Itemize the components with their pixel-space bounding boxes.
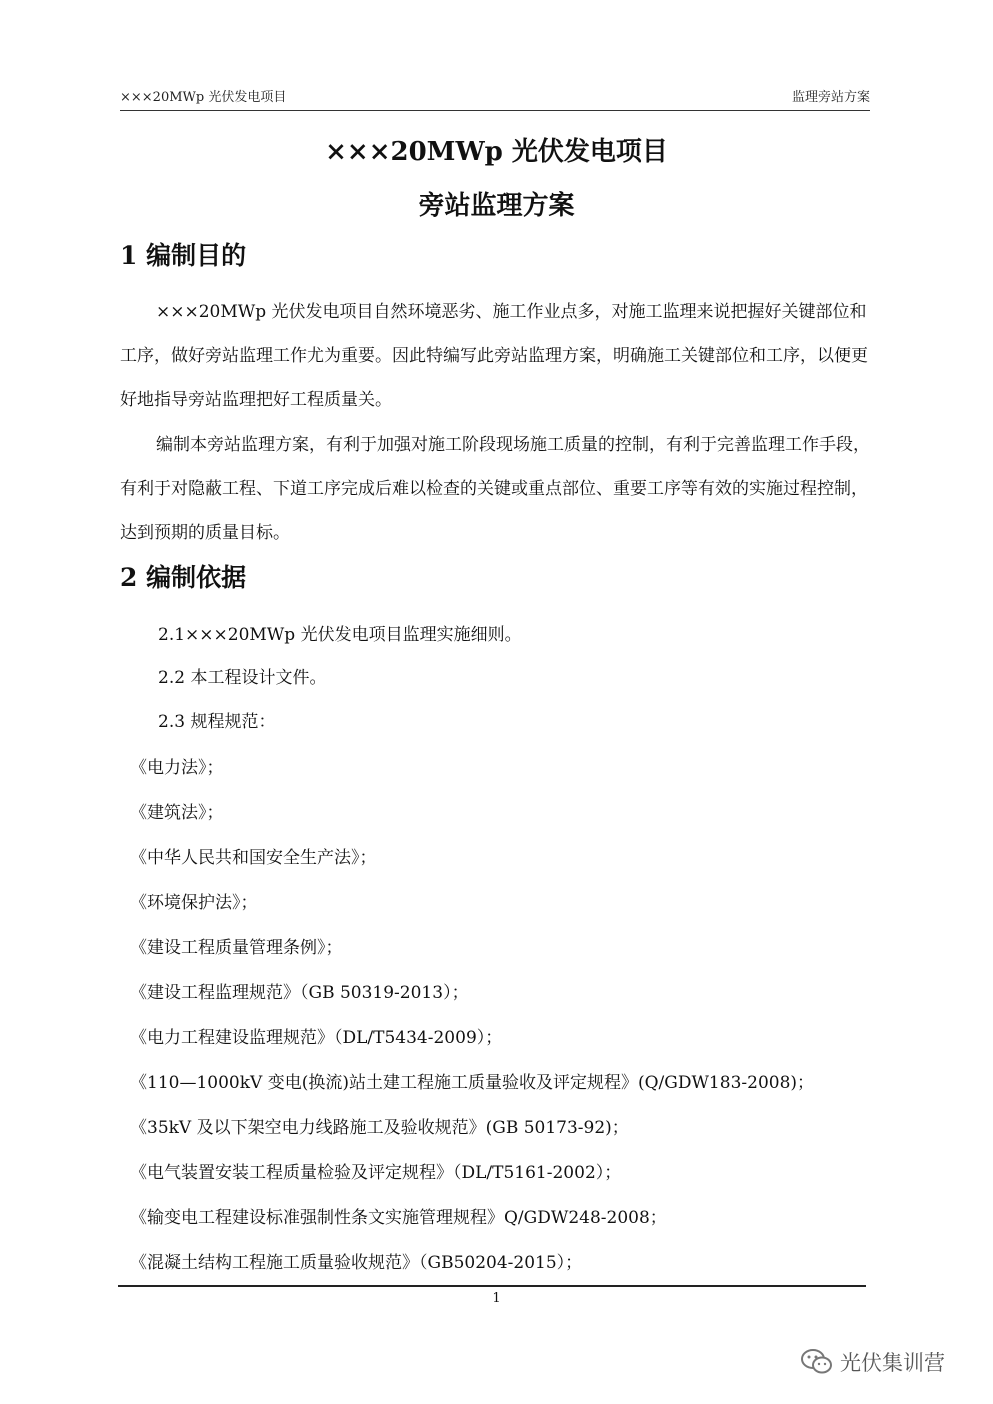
page-header xyxy=(120,88,870,111)
section-2-heading: 2 编制依据 xyxy=(120,563,247,592)
document-title: ×××20MWp 光伏发电项目 xyxy=(325,137,668,167)
regulation-item: 《110—1000kV 变电(换流)站土建工程施工质量验收及评定规程》(Q/GDW183-2008)； xyxy=(130,1073,815,1093)
watermark xyxy=(800,1346,945,1378)
watermark-text: 光伏集训营 xyxy=(840,1351,945,1375)
regulation-item: 《混凝土结构工程施工质量验收规范》（GB50204-2015）； xyxy=(130,1253,583,1273)
header-doc-name: 监理旁站方案 xyxy=(791,90,870,105)
regulation-item: 《电气装置安装工程质量检验及评定规程》（DL/T5161-2002）； xyxy=(130,1163,622,1183)
document-subtitle: 旁站监理方案 xyxy=(418,191,575,221)
section-1-paragraph-2: 编制本旁站监理方案，有利于加强对施工阶段现场施工质量的控制，有利于完善监理工作手段，有利于对隐蔽工程、下道工序完成后难以检查的关键或重点部位、重要工序等有效的实施过程控制，达到预期的质量目标。 xyxy=(120,435,870,543)
regulation-item: 《环境保护法》； xyxy=(130,893,258,913)
header-project-name: ×××20MWp 光伏发电项目 xyxy=(120,90,287,105)
regulation-item: 《建筑法》； xyxy=(130,803,224,823)
basis-item: 2.3 规程规范： xyxy=(158,712,276,732)
wechat-icon xyxy=(800,1347,834,1377)
regulation-item: 《35kV 及以下架空电力线路施工及验收规范》(GB 50173-92)； xyxy=(130,1118,629,1138)
section-1-heading: 1 编制目的 xyxy=(120,241,247,270)
regulation-item: 《电力工程建设监理规范》（DL/T5434-2009）； xyxy=(130,1028,503,1048)
basis-item: 2.2 本工程设计文件。 xyxy=(158,668,327,688)
basis-item: 2.1×××20MWp 光伏发电项目监理实施细则。 xyxy=(158,625,522,645)
regulation-item: 《中华人民共和国安全生产法》； xyxy=(130,848,377,868)
page-number: 1 xyxy=(492,1291,501,1306)
regulation-item: 《建设工程监理规范》（GB 50319-2013）； xyxy=(130,983,469,1003)
regulation-item: 《建设工程质量管理条例》； xyxy=(130,938,343,958)
regulation-item: 《电力法》； xyxy=(130,758,224,778)
regulation-item: 《输变电工程建设标准强制性条文实施管理规程》Q/GDW248-2008； xyxy=(130,1208,667,1228)
footer-divider xyxy=(118,1285,866,1287)
section-1-paragraph-1: ×××20MWp 光伏发电项目自然环境恶劣、施工作业点多，对施工监理来说把握好关键部位和工序，做好旁站监理工作尤为重要。因此特编写此旁站监理方案，明确施工关键部位和工序，以便更好地指导旁站监理把好工程质量关。 xyxy=(120,302,868,410)
